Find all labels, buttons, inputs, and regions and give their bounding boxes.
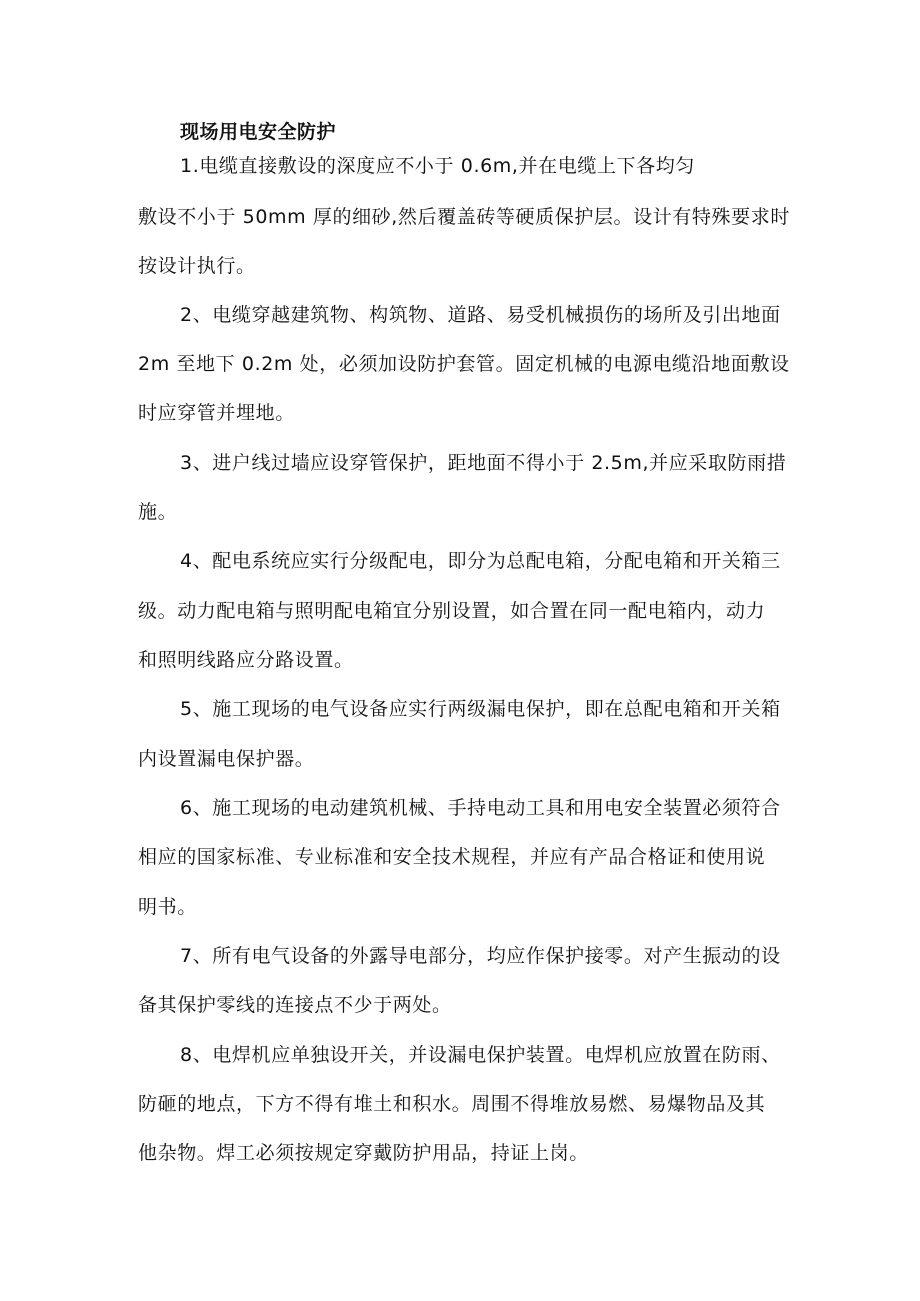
- item-3-line-1: 3、进户线过墙应设穿管保护，距地面不得小于 2.5m,并应采取防雨措: [180, 452, 787, 474]
- item-4-line-2: 级。动力配电箱与照明配电箱宜分别设置，如合置在同一配电箱内，动力: [138, 600, 766, 622]
- item-7-line-1: 7、所有电气设备的外露导电部分，均应作保护接零。对产生振动的设: [180, 945, 781, 967]
- item-1-line-2: 敷设不小于 50mm 厚的细砂,然后覆盖砖等硬质保护层。设计有特殊要求时: [138, 206, 790, 228]
- item-5-line-2: 内设置漏电保护器。: [138, 748, 315, 770]
- item-6-line-2: 相应的国家标准、专业标准和安全技术规程，并应有产品合格证和使用说: [138, 846, 766, 868]
- item-4-line-3: 和照明线路应分路设置。: [138, 649, 354, 671]
- item-2-line-3: 时应穿管并埋地。: [138, 402, 295, 424]
- item-3-line-2: 施。: [138, 501, 178, 523]
- item-2-line-2: 2m 至地下 0.2m 处，必须加设防护套管。固定机械的电源电缆沿地面敷设: [138, 353, 790, 375]
- document-title: 现场用电安全防护: [180, 121, 337, 143]
- item-2-line-1: 2、电缆穿越建筑物、构筑物、道路、易受机械损伤的场所及引出地面: [180, 304, 781, 326]
- item-8-line-3: 他杂物。焊工必须按规定穿戴防护用品，持证上岗。: [138, 1142, 589, 1164]
- item-1-line-3: 按设计执行。: [138, 255, 256, 277]
- item-1-line-1: 1.电缆直接敷设的深度应不小于 0.6m,并在电缆上下各均匀: [180, 155, 695, 177]
- item-8-line-2: 防砸的地点，下方不得有堆土和积水。周围不得堆放易燃、易爆物品及其: [138, 1093, 766, 1115]
- item-7-line-2: 备其保护零线的连接点不少于两处。: [138, 994, 452, 1016]
- item-8-line-1: 8、电焊机应单独设开关，并设漏电保护装置。电焊机应放置在防雨、: [180, 1044, 781, 1066]
- item-5-line-1: 5、施工现场的电气设备应实行两级漏电保护，即在总配电箱和开关箱: [180, 698, 781, 720]
- item-6-line-3: 明书。: [138, 896, 197, 918]
- item-4-line-1: 4、配电系统应实行分级配电，即分为总配电箱，分配电箱和开关箱三: [180, 550, 781, 572]
- item-6-line-1: 6、施工现场的电动建筑机械、手持电动工具和用电安全装置必须符合: [180, 797, 781, 819]
